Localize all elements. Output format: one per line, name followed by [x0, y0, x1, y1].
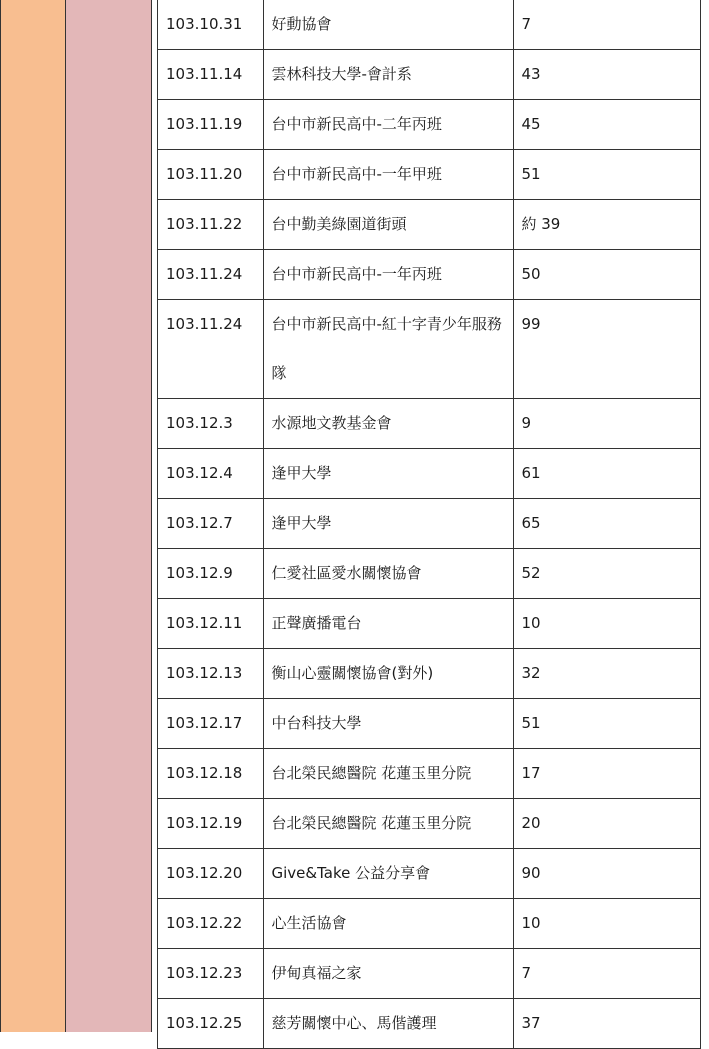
- organization-cell: 逢甲大學: [263, 499, 513, 549]
- count-cell: 52: [513, 549, 701, 599]
- organization-cell: 台北榮民總醫院 花蓮玉里分院: [263, 799, 513, 849]
- count-cell: 7: [513, 0, 701, 50]
- date-cell: 103.12.20: [158, 849, 263, 899]
- table-row: [158, 50, 701, 100]
- table-row: [158, 250, 701, 300]
- count-cell: 17: [513, 749, 701, 799]
- records-table-wrapper: [157, 0, 701, 1049]
- date-cell: 103.12.9: [158, 549, 263, 599]
- count-cell: 45: [513, 100, 701, 150]
- table-row: [158, 899, 701, 949]
- table-row: [158, 949, 701, 999]
- count-cell: 43: [513, 50, 701, 100]
- date-cell: 103.10.31: [158, 0, 263, 50]
- date-cell: 103.12.4: [158, 449, 263, 499]
- organization-cell: 台中市新民高中-二年丙班: [263, 100, 513, 150]
- count-cell: 約 39: [513, 200, 701, 250]
- table-row: [158, 449, 701, 499]
- date-cell: 103.11.24: [158, 300, 263, 399]
- organization-cell: 台中市新民高中-紅十字青少年服務隊: [263, 300, 513, 399]
- date-cell: 103.12.25: [158, 999, 263, 1049]
- count-cell: 7: [513, 949, 701, 999]
- table-row: [158, 150, 701, 200]
- organization-cell: 中台科技大學: [263, 699, 513, 749]
- organization-cell: 衡山心靈關懷協會(對外): [263, 649, 513, 699]
- date-cell: 103.12.23: [158, 949, 263, 999]
- organization-cell: 逢甲大學: [263, 449, 513, 499]
- organization-cell: 雲林科技大學-會計系: [263, 50, 513, 100]
- organization-cell: 正聲廣播電台: [263, 599, 513, 649]
- count-cell: 10: [513, 599, 701, 649]
- date-cell: 103.11.14: [158, 50, 263, 100]
- date-cell: 103.11.22: [158, 200, 263, 250]
- table-row: [158, 999, 701, 1049]
- organization-cell: 心生活協會: [263, 899, 513, 949]
- table-row: [158, 399, 701, 449]
- count-cell: 90: [513, 849, 701, 899]
- date-cell: 103.12.18: [158, 749, 263, 799]
- organization-cell: 台中市新民高中-一年丙班: [263, 250, 513, 300]
- table-row: [158, 799, 701, 849]
- date-cell: 103.12.3: [158, 399, 263, 449]
- table-row: [158, 699, 701, 749]
- count-cell: 10: [513, 899, 701, 949]
- date-cell: 103.11.24: [158, 250, 263, 300]
- organization-cell: 慈芳關懷中心、馬偕護理: [263, 999, 513, 1049]
- count-cell: 9: [513, 399, 701, 449]
- count-cell: 32: [513, 649, 701, 699]
- subcategory-column: [66, 0, 152, 1032]
- date-cell: 103.11.20: [158, 150, 263, 200]
- date-cell: 103.12.22: [158, 899, 263, 949]
- organization-cell: 好動協會: [263, 0, 513, 50]
- table-row: [158, 649, 701, 699]
- count-cell: 20: [513, 799, 701, 849]
- table-row: [158, 749, 701, 799]
- date-cell: 103.11.19: [158, 100, 263, 150]
- records-table: [158, 0, 701, 1049]
- count-cell: 51: [513, 699, 701, 749]
- table-row: [158, 0, 701, 50]
- count-cell: 65: [513, 499, 701, 549]
- date-cell: 103.12.7: [158, 499, 263, 549]
- table-row: [158, 200, 701, 250]
- table-row: [158, 100, 701, 150]
- table-row: [158, 549, 701, 599]
- count-cell: 50: [513, 250, 701, 300]
- table-row: [158, 599, 701, 649]
- organization-cell: 仁愛社區愛水關懷協會: [263, 549, 513, 599]
- count-cell: 51: [513, 150, 701, 200]
- table-row: [158, 300, 701, 399]
- organization-cell: 台中勤美綠園道街頭: [263, 200, 513, 250]
- count-cell: 99: [513, 300, 701, 399]
- date-cell: 103.12.13: [158, 649, 263, 699]
- organization-cell: 台北榮民總醫院 花蓮玉里分院: [263, 749, 513, 799]
- count-cell: 61: [513, 449, 701, 499]
- table-row: [158, 849, 701, 899]
- count-cell: 37: [513, 999, 701, 1049]
- date-cell: 103.12.17: [158, 699, 263, 749]
- organization-cell: 伊甸真福之家: [263, 949, 513, 999]
- date-cell: 103.12.11: [158, 599, 263, 649]
- date-cell: 103.12.19: [158, 799, 263, 849]
- category-column: [0, 0, 66, 1032]
- organization-cell: Give&Take 公益分享會: [263, 849, 513, 899]
- organization-cell: 水源地文教基金會: [263, 399, 513, 449]
- table-row: [158, 499, 701, 549]
- organization-cell: 台中市新民高中-一年甲班: [263, 150, 513, 200]
